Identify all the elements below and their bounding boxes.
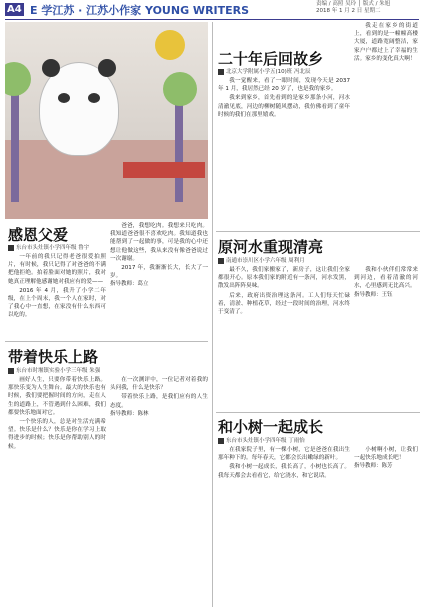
tree-leaf — [163, 72, 197, 106]
bench-illustration — [123, 162, 205, 178]
article-body: 我一觉醒来，看了一眼时间，发现今天是 2037 年 1 月，我居然已经 20 岁了，也是我的家乡。 我来到家乡，首先看到的是家乡那条小河，河水清澈见底，河边的柳树随风摆动，我仿佛看到了童年时候的我们在那里嬉戏。 — [218, 78, 350, 118]
author-icon — [218, 69, 224, 75]
teacher-credit: 指导教师：陈芳 — [354, 463, 393, 470]
article-body: 最不久，我们家搬家了，新房子，这让我们全家都很开心。原本我们家的附近有一条河，河水发黑，散发出阵阵臭味。 后来，政府出资治理这条河。工人们每天忙碌着，清淤、种植花草，经过一段时间的治理，河水终于变清了。 — [218, 267, 350, 316]
article-body: 在我家院子里，有一棵小树，它是爸爸在我出生那年种下的。每年春天，它都会长出嫩绿的新叶。 我和小树一起成长，我长高了，小树也长高了。我每天都会去看看它，给它浇水，和它说话。 — [218, 447, 350, 479]
cover-illustration — [5, 22, 208, 219]
article-author: 东台市时堰镇实验小学三年级 朱强 — [8, 366, 100, 374]
article-body: 爸爸，我想吃肉。我想来只吃肉。我知道爸爸很不喜欢吃肉。我知道我也能帮到了一起做的事，可是我的心中还想让他做这些，我从来没有像爸爸说过一次谢谢。 2017 年，我渐渐长大，长大了一岁。 指导教师：葛立 — [110, 223, 208, 288]
meta-date: 2018 年 1 月 2 日 星期二 — [316, 8, 381, 14]
tree-leaf — [5, 62, 31, 96]
article-author: 南通市崇川区小学六年级 周利月 — [218, 256, 305, 264]
panda-illustration — [39, 62, 119, 156]
page-meta — [316, 1, 416, 15]
teacher-credit: 指导教师：王钰 — [354, 291, 393, 298]
section-divider — [216, 231, 420, 232]
article-body: 我和小伙伴们常常来到河边，看着清澈的河水，心里感到无比高兴。 指导教师：王钰 — [354, 267, 418, 298]
author-icon — [218, 258, 224, 264]
article-title: 感恩父爱 — [8, 226, 69, 244]
article-title: 和小树一起成长 — [218, 418, 324, 436]
teacher-credit: 指导教师：陈林 — [110, 410, 149, 417]
teacher-credit: 指导教师：葛立 — [110, 281, 149, 288]
section-divider — [5, 341, 208, 342]
article-body: 画好人生，只要你带着快乐上路。那快乐变为人生舞台。最大的快乐也有时候，我们要把握时间的方向，走在人生的道路上，不管遇到什么困难，我们都要快乐地面对它。 一个快乐的人，总是对生活充满希望。快乐是什么？快乐是你在学习上取得进步的时候；快乐是你帮助别人的时候。 — [8, 377, 106, 450]
article-author: 东台市头灶镇小学四年级 鲁宇 — [8, 243, 89, 251]
section-divider — [216, 412, 420, 413]
article-body: 我走在家乡的街道上，看到的是一幢幢高楼大厦，道路宽阔整洁，家家户户都过上了幸福的生活。家乡的变化真大啊！ — [354, 23, 418, 62]
article-title: 二十年后回故乡 — [218, 50, 324, 68]
tree-trunk — [11, 82, 19, 202]
meta-editors: 责编 / 高照 吴玲 │ 版式 / 朱旭 — [316, 1, 391, 7]
article-body: 小树啊小树，让我们一起快乐地成长吧！ 指导教师：陈芳 — [354, 447, 418, 470]
article-body: 一年前的我只记得老爸很爱拍照片，有时候，我只记得了对爸爸的不满把他拒绝。拍着脸面对她的照片，我对她真正理解他感谢她对我应有的爱—— 2016 年 4 月，我升了小学二年级，在上个周末，我一个人在家时，对了我心中一直想，在家没有什么东西可以吃的。 — [8, 254, 106, 319]
author-icon — [8, 368, 14, 374]
article-author: 东台市头灶镇小学四年级 丁雨怡 — [218, 436, 305, 444]
section-brand: E 学江苏 · 江苏小作家 YOUNG WRITERS — [30, 4, 250, 17]
author-icon — [8, 245, 14, 251]
header-rule — [5, 19, 419, 20]
author-icon — [218, 438, 224, 444]
article-title: 原河水重现清亮 — [218, 238, 324, 256]
article-body: 在一次测评中，一位记者对着我的头问我，什么是快乐？ 带着快乐上路，是我们应有的人生态度。 指导教师：陈林 — [110, 377, 208, 417]
article-author: 北京大学附属小学五(10)班 冯北辰 — [218, 67, 311, 75]
article-title: 带着快乐上路 — [8, 348, 99, 366]
page-header — [0, 0, 424, 20]
page-number: A4 — [7, 4, 22, 15]
tree-trunk — [175, 92, 183, 202]
sun-icon — [155, 30, 185, 60]
column-divider — [212, 22, 213, 607]
